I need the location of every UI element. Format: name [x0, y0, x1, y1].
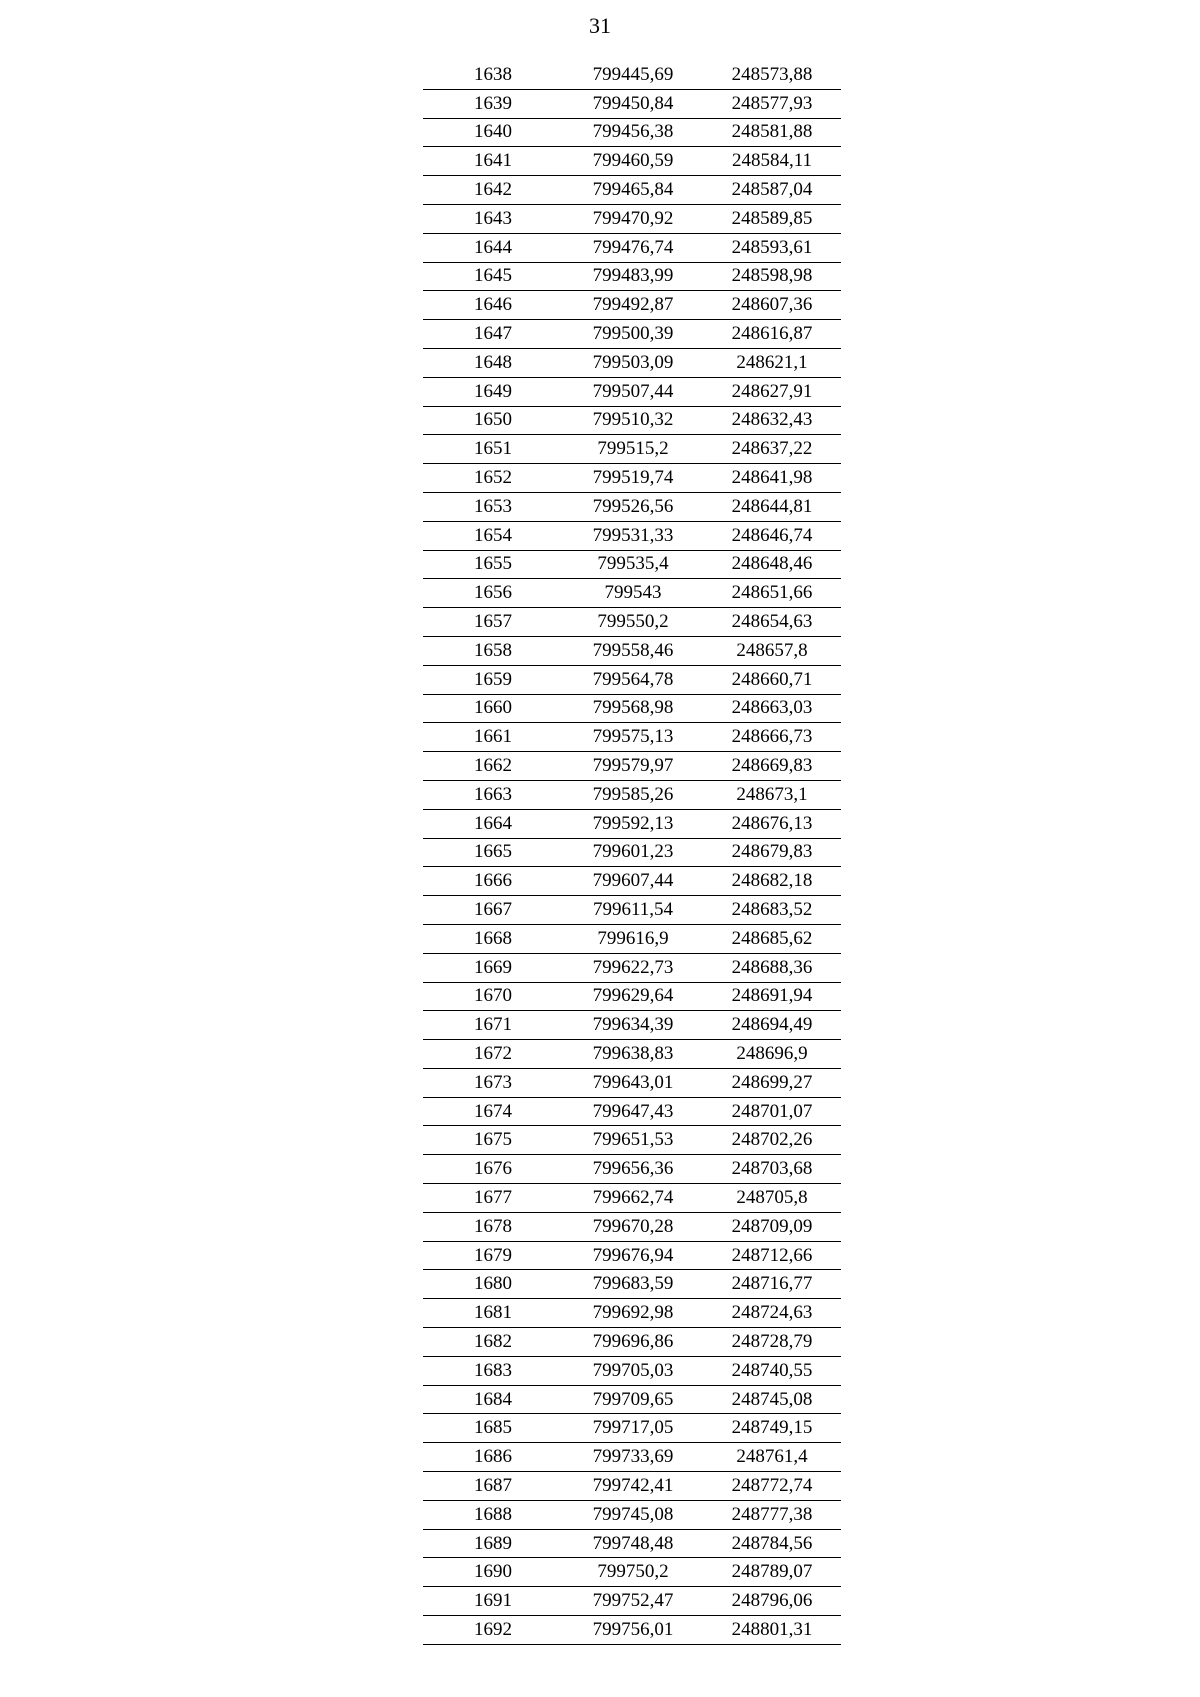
table-row: [423, 1587, 841, 1616]
x-coordinate-cell: 799500,39: [563, 320, 703, 349]
point-number-cell: 1659: [423, 665, 563, 694]
y-coordinate-cell: 248772,74: [703, 1472, 841, 1501]
y-coordinate-cell: 248761,4: [703, 1443, 841, 1472]
table-row: [423, 953, 841, 982]
table-row: [423, 579, 841, 608]
x-coordinate-cell: 799656,36: [563, 1155, 703, 1184]
table-row: [423, 896, 841, 925]
point-number-cell: 1656: [423, 579, 563, 608]
table-row: [423, 1414, 841, 1443]
y-coordinate-cell: 248724,63: [703, 1299, 841, 1328]
table-row: [423, 348, 841, 377]
x-coordinate-cell: 799526,56: [563, 492, 703, 521]
point-number-cell: 1675: [423, 1126, 563, 1155]
table-row: [423, 464, 841, 493]
x-coordinate-cell: 799579,97: [563, 752, 703, 781]
y-coordinate-cell: 248660,71: [703, 665, 841, 694]
x-coordinate-cell: 799476,74: [563, 233, 703, 262]
y-coordinate-cell: 248679,83: [703, 838, 841, 867]
y-coordinate-cell: 248598,98: [703, 262, 841, 291]
x-coordinate-cell: 799445,69: [563, 61, 703, 89]
x-coordinate-cell: 799460,59: [563, 147, 703, 176]
point-number-cell: 1661: [423, 723, 563, 752]
x-coordinate-cell: 799611,54: [563, 896, 703, 925]
y-coordinate-cell: 248688,36: [703, 953, 841, 982]
table-row: [423, 780, 841, 809]
x-coordinate-cell: 799705,03: [563, 1356, 703, 1385]
y-coordinate-cell: 248646,74: [703, 521, 841, 550]
y-coordinate-cell: 248676,13: [703, 809, 841, 838]
x-coordinate-cell: 799483,99: [563, 262, 703, 291]
point-number-cell: 1688: [423, 1500, 563, 1529]
table-row: [423, 1328, 841, 1357]
x-coordinate-cell: 799662,74: [563, 1184, 703, 1213]
point-number-cell: 1687: [423, 1472, 563, 1501]
y-coordinate-cell: 248637,22: [703, 435, 841, 464]
x-coordinate-cell: 799450,84: [563, 89, 703, 118]
table-row: [423, 320, 841, 349]
y-coordinate-cell: 248728,79: [703, 1328, 841, 1357]
table-row: [423, 1299, 841, 1328]
table-row: [423, 1443, 841, 1472]
y-coordinate-cell: 248666,73: [703, 723, 841, 752]
y-coordinate-cell: 248584,11: [703, 147, 841, 176]
x-coordinate-cell: 799564,78: [563, 665, 703, 694]
x-coordinate-cell: 799550,2: [563, 608, 703, 637]
table-row: [423, 89, 841, 118]
x-coordinate-cell: 799568,98: [563, 694, 703, 723]
y-coordinate-cell: 248784,56: [703, 1529, 841, 1558]
table-row: [423, 377, 841, 406]
table-row: [423, 291, 841, 320]
y-coordinate-cell: 248657,8: [703, 636, 841, 665]
point-number-cell: 1643: [423, 204, 563, 233]
point-number-cell: 1672: [423, 1040, 563, 1069]
y-coordinate-cell: 248651,66: [703, 579, 841, 608]
x-coordinate-cell: 799515,2: [563, 435, 703, 464]
y-coordinate-cell: 248663,03: [703, 694, 841, 723]
table-row: [423, 1472, 841, 1501]
point-number-cell: 1665: [423, 838, 563, 867]
point-number-cell: 1652: [423, 464, 563, 493]
x-coordinate-cell: 799748,48: [563, 1529, 703, 1558]
point-number-cell: 1673: [423, 1068, 563, 1097]
x-coordinate-cell: 799696,86: [563, 1328, 703, 1357]
point-number-cell: 1660: [423, 694, 563, 723]
table-row: [423, 1011, 841, 1040]
point-number-cell: 1647: [423, 320, 563, 349]
x-coordinate-cell: 799456,38: [563, 118, 703, 147]
y-coordinate-cell: 248682,18: [703, 867, 841, 896]
point-number-cell: 1649: [423, 377, 563, 406]
y-coordinate-cell: 248696,9: [703, 1040, 841, 1069]
y-coordinate-cell: 248683,52: [703, 896, 841, 925]
y-coordinate-cell: 248699,27: [703, 1068, 841, 1097]
x-coordinate-cell: 799692,98: [563, 1299, 703, 1328]
y-coordinate-cell: 248702,26: [703, 1126, 841, 1155]
point-number-cell: 1686: [423, 1443, 563, 1472]
x-coordinate-cell: 799585,26: [563, 780, 703, 809]
point-number-cell: 1671: [423, 1011, 563, 1040]
table-row: [423, 550, 841, 579]
point-number-cell: 1658: [423, 636, 563, 665]
table-row: [423, 636, 841, 665]
table-row: [423, 492, 841, 521]
y-coordinate-cell: 248701,07: [703, 1097, 841, 1126]
point-number-cell: 1663: [423, 780, 563, 809]
table-row: [423, 118, 841, 147]
y-coordinate-cell: 248796,06: [703, 1587, 841, 1616]
x-coordinate-cell: 799607,44: [563, 867, 703, 896]
x-coordinate-cell: 799709,65: [563, 1385, 703, 1414]
point-number-cell: 1690: [423, 1558, 563, 1587]
table-row: [423, 924, 841, 953]
x-coordinate-cell: 799638,83: [563, 1040, 703, 1069]
y-coordinate-cell: 248789,07: [703, 1558, 841, 1587]
y-coordinate-cell: 248749,15: [703, 1414, 841, 1443]
x-coordinate-cell: 799543: [563, 579, 703, 608]
point-number-cell: 1646: [423, 291, 563, 320]
table-row: [423, 1356, 841, 1385]
x-coordinate-cell: 799531,33: [563, 521, 703, 550]
coordinates-table: [423, 61, 841, 1645]
point-number-cell: 1692: [423, 1616, 563, 1645]
y-coordinate-cell: 248589,85: [703, 204, 841, 233]
x-coordinate-cell: 799507,44: [563, 377, 703, 406]
y-coordinate-cell: 248607,36: [703, 291, 841, 320]
point-number-cell: 1657: [423, 608, 563, 637]
y-coordinate-cell: 248740,55: [703, 1356, 841, 1385]
y-coordinate-cell: 248654,63: [703, 608, 841, 637]
table-row: [423, 1068, 841, 1097]
table-row: [423, 1040, 841, 1069]
page-number: 31: [589, 13, 611, 38]
x-coordinate-cell: 799503,09: [563, 348, 703, 377]
x-coordinate-cell: 799647,43: [563, 1097, 703, 1126]
point-number-cell: 1677: [423, 1184, 563, 1213]
y-coordinate-cell: 248573,88: [703, 61, 841, 89]
y-coordinate-cell: 248632,43: [703, 406, 841, 435]
table-row: [423, 61, 841, 89]
table-row: [423, 1184, 841, 1213]
y-coordinate-cell: 248593,61: [703, 233, 841, 262]
table-row: [423, 665, 841, 694]
point-number-cell: 1666: [423, 867, 563, 896]
point-number-cell: 1641: [423, 147, 563, 176]
x-coordinate-cell: 799510,32: [563, 406, 703, 435]
y-coordinate-cell: 248685,62: [703, 924, 841, 953]
table-row: [423, 1616, 841, 1645]
x-coordinate-cell: 799492,87: [563, 291, 703, 320]
table-row: [423, 435, 841, 464]
table-row: [423, 262, 841, 291]
x-coordinate-cell: 799651,53: [563, 1126, 703, 1155]
x-coordinate-cell: 799683,59: [563, 1270, 703, 1299]
point-number-cell: 1685: [423, 1414, 563, 1443]
y-coordinate-cell: 248801,31: [703, 1616, 841, 1645]
point-number-cell: 1639: [423, 89, 563, 118]
point-number-cell: 1683: [423, 1356, 563, 1385]
point-number-cell: 1681: [423, 1299, 563, 1328]
x-coordinate-cell: 799465,84: [563, 176, 703, 205]
x-coordinate-cell: 799670,28: [563, 1212, 703, 1241]
table-row: [423, 233, 841, 262]
x-coordinate-cell: 799717,05: [563, 1414, 703, 1443]
table-row: [423, 1270, 841, 1299]
point-number-cell: 1664: [423, 809, 563, 838]
table-row: [423, 204, 841, 233]
point-number-cell: 1638: [423, 61, 563, 89]
table-row: [423, 176, 841, 205]
table-row: [423, 867, 841, 896]
point-number-cell: 1655: [423, 550, 563, 579]
x-coordinate-cell: 799756,01: [563, 1616, 703, 1645]
x-coordinate-cell: 799752,47: [563, 1587, 703, 1616]
y-coordinate-cell: 248621,1: [703, 348, 841, 377]
x-coordinate-cell: 799558,46: [563, 636, 703, 665]
point-number-cell: 1674: [423, 1097, 563, 1126]
table-row: [423, 608, 841, 637]
coordinates-table-body: [423, 61, 841, 1644]
x-coordinate-cell: 799750,2: [563, 1558, 703, 1587]
point-number-cell: 1684: [423, 1385, 563, 1414]
table-row: [423, 1558, 841, 1587]
point-number-cell: 1691: [423, 1587, 563, 1616]
table-row: [423, 982, 841, 1011]
x-coordinate-cell: 799643,01: [563, 1068, 703, 1097]
point-number-cell: 1668: [423, 924, 563, 953]
point-number-cell: 1667: [423, 896, 563, 925]
y-coordinate-cell: 248709,09: [703, 1212, 841, 1241]
point-number-cell: 1670: [423, 982, 563, 1011]
y-coordinate-cell: 248705,8: [703, 1184, 841, 1213]
point-number-cell: 1678: [423, 1212, 563, 1241]
x-coordinate-cell: 799622,73: [563, 953, 703, 982]
table-row: [423, 1500, 841, 1529]
table-row: [423, 752, 841, 781]
y-coordinate-cell: 248673,1: [703, 780, 841, 809]
point-number-cell: 1689: [423, 1529, 563, 1558]
y-coordinate-cell: 248648,46: [703, 550, 841, 579]
point-number-cell: 1682: [423, 1328, 563, 1357]
table-row: [423, 1126, 841, 1155]
table-row: [423, 1529, 841, 1558]
point-number-cell: 1650: [423, 406, 563, 435]
x-coordinate-cell: 799535,4: [563, 550, 703, 579]
x-coordinate-cell: 799742,41: [563, 1472, 703, 1501]
x-coordinate-cell: 799629,64: [563, 982, 703, 1011]
table-row: [423, 809, 841, 838]
y-coordinate-cell: 248581,88: [703, 118, 841, 147]
table-row: [423, 838, 841, 867]
x-coordinate-cell: 799519,74: [563, 464, 703, 493]
table-row: [423, 147, 841, 176]
point-number-cell: 1662: [423, 752, 563, 781]
point-number-cell: 1640: [423, 118, 563, 147]
x-coordinate-cell: 799733,69: [563, 1443, 703, 1472]
x-coordinate-cell: 799470,92: [563, 204, 703, 233]
point-number-cell: 1651: [423, 435, 563, 464]
table-row: [423, 521, 841, 550]
table-row: [423, 694, 841, 723]
point-number-cell: 1669: [423, 953, 563, 982]
x-coordinate-cell: 799745,08: [563, 1500, 703, 1529]
point-number-cell: 1653: [423, 492, 563, 521]
y-coordinate-cell: 248627,91: [703, 377, 841, 406]
x-coordinate-cell: 799601,23: [563, 838, 703, 867]
x-coordinate-cell: 799592,13: [563, 809, 703, 838]
x-coordinate-cell: 799634,39: [563, 1011, 703, 1040]
point-number-cell: 1645: [423, 262, 563, 291]
point-number-cell: 1648: [423, 348, 563, 377]
table-row: [423, 1155, 841, 1184]
y-coordinate-cell: 248777,38: [703, 1500, 841, 1529]
y-coordinate-cell: 248644,81: [703, 492, 841, 521]
point-number-cell: 1676: [423, 1155, 563, 1184]
x-coordinate-cell: 799575,13: [563, 723, 703, 752]
table-row: [423, 1385, 841, 1414]
point-number-cell: 1642: [423, 176, 563, 205]
y-coordinate-cell: 248641,98: [703, 464, 841, 493]
y-coordinate-cell: 248587,04: [703, 176, 841, 205]
table-row: [423, 1097, 841, 1126]
y-coordinate-cell: 248694,49: [703, 1011, 841, 1040]
point-number-cell: 1679: [423, 1241, 563, 1270]
y-coordinate-cell: 248745,08: [703, 1385, 841, 1414]
point-number-cell: 1654: [423, 521, 563, 550]
point-number-cell: 1680: [423, 1270, 563, 1299]
y-coordinate-cell: 248712,66: [703, 1241, 841, 1270]
y-coordinate-cell: 248691,94: [703, 982, 841, 1011]
table-row: [423, 1241, 841, 1270]
point-number-cell: 1644: [423, 233, 563, 262]
y-coordinate-cell: 248716,77: [703, 1270, 841, 1299]
x-coordinate-cell: 799676,94: [563, 1241, 703, 1270]
y-coordinate-cell: 248577,93: [703, 89, 841, 118]
y-coordinate-cell: 248669,83: [703, 752, 841, 781]
x-coordinate-cell: 799616,9: [563, 924, 703, 953]
table-row: [423, 406, 841, 435]
y-coordinate-cell: 248616,87: [703, 320, 841, 349]
y-coordinate-cell: 248703,68: [703, 1155, 841, 1184]
table-row: [423, 1212, 841, 1241]
table-row: [423, 723, 841, 752]
